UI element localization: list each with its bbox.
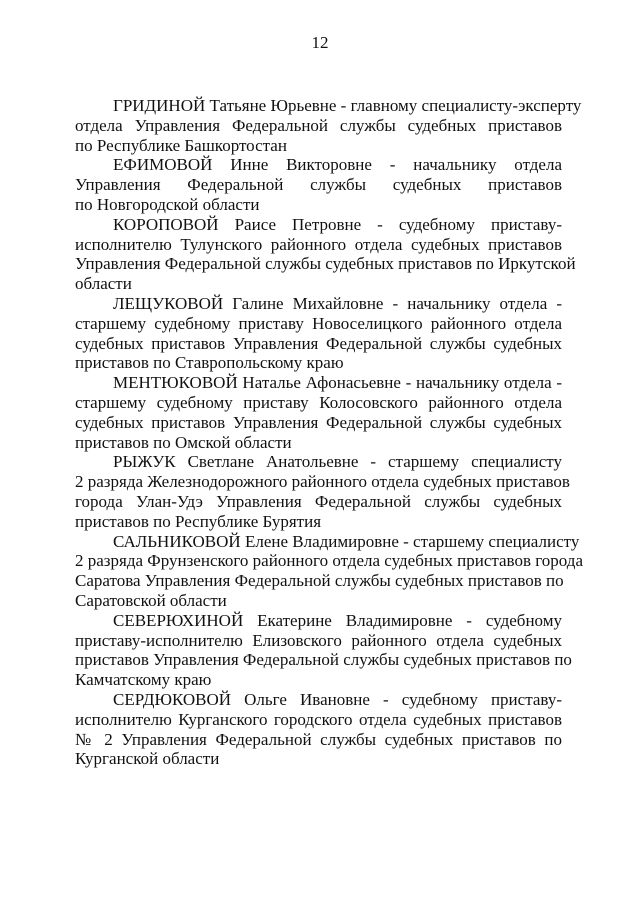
entry-text-line: приставов Управления Федеральной службы судебных приставов по — [75, 650, 572, 670]
entry-text-line: Управления Федеральной службы судебных приставов — [75, 175, 562, 195]
entry-text-line: Саратова Управления Федеральной службы судебных приставов по — [75, 571, 564, 591]
entry-text-line: старшему судебному приставу Новоселицкого районного отдела — [75, 313, 562, 333]
entry-text-line: 2 разряда Фрунзенского районного отдела судебных приставов города — [75, 551, 583, 571]
entries-list — [75, 96, 583, 769]
list-item — [75, 531, 583, 611]
list-item — [75, 452, 570, 531]
list-item — [75, 294, 562, 373]
entry-text-line: города Улан-Удэ Управления Федеральной службы судебных — [75, 491, 562, 511]
list-item — [75, 96, 582, 155]
list-item — [75, 214, 576, 294]
entry-heading-line: ЕФИМОВОЙ Инне Викторовне - начальнику отдела — [113, 155, 562, 175]
entry-text-line: приставов по Омской области — [75, 432, 292, 452]
entry-heading-line: РЫЖУК Светлане Анатольевне - старшему специалисту — [113, 452, 562, 472]
list-item — [75, 610, 572, 690]
entry-heading-line: МЕНТЮКОВОЙ Наталье Афонасьевне - начальнику отдела - — [113, 373, 562, 393]
list-item — [75, 690, 562, 769]
entry-heading-line: КОРОПОВОЙ Раисе Петровне - судебному приставу- — [113, 214, 562, 234]
list-item — [75, 155, 562, 214]
entry-text-line: исполнителю Тулунского районного отдела судебных приставов — [75, 234, 562, 254]
entry-text-line: № 2 Управления Федеральной службы судебных приставов по — [75, 729, 562, 749]
entry-text-line: исполнителю Курганского городского отдела судебных приставов — [75, 709, 562, 729]
entry-heading-line: СЕВЕРЮХИНОЙ Екатерине Владимировне - судебному — [113, 610, 562, 630]
entry-text-line: приставов по Ставропольскому краю — [75, 353, 344, 373]
entry-text-line: судебных приставов Управления Федеральной службы судебных — [75, 333, 562, 353]
entry-text-line: области — [75, 274, 132, 294]
list-item — [75, 373, 562, 452]
entry-heading-line: ЛЕЩУКОВОЙ Галине Михайловне - начальнику отдела - — [113, 293, 562, 313]
entry-heading-line: ГРИДИНОЙ Татьяне Юрьевне - главному специалисту-эксперту — [113, 96, 582, 115]
entry-text-line: старшему судебному приставу Колосовского районного отдела — [75, 392, 562, 412]
entry-text-line: по Новгородской области — [75, 194, 260, 214]
entry-text-line: Курганской области — [75, 749, 220, 769]
entry-heading-line: САЛЬНИКОВОЙ Елене Владимировне - старшему специалисту — [113, 531, 580, 551]
entry-text-line: судебных приставов Управления Федеральной службы судебных — [75, 412, 562, 432]
entry-text-line: Саратовской области — [75, 590, 227, 610]
entry-text-line: по Республике Башкортостан — [75, 135, 287, 155]
entry-text-line: 2 разряда Железнодорожного районного отдела судебных приставов — [75, 472, 570, 492]
entry-text-line: приставов по Республике Бурятия — [75, 511, 322, 531]
entry-text-line: Управления Федеральной службы судебных приставов по Иркутской — [75, 254, 576, 274]
entry-text-line: приставу-исполнителю Елизовского районного отдела судебных — [75, 630, 562, 650]
entry-text-line: Камчатскому краю — [75, 670, 212, 690]
page-number: 12 — [311, 33, 329, 52]
entry-text-line: отдела Управления Федеральной службы судебных приставов — [75, 115, 562, 135]
entry-heading-line: СЕРДЮКОВОЙ Ольге Ивановне - судебному приставу- — [113, 689, 562, 709]
